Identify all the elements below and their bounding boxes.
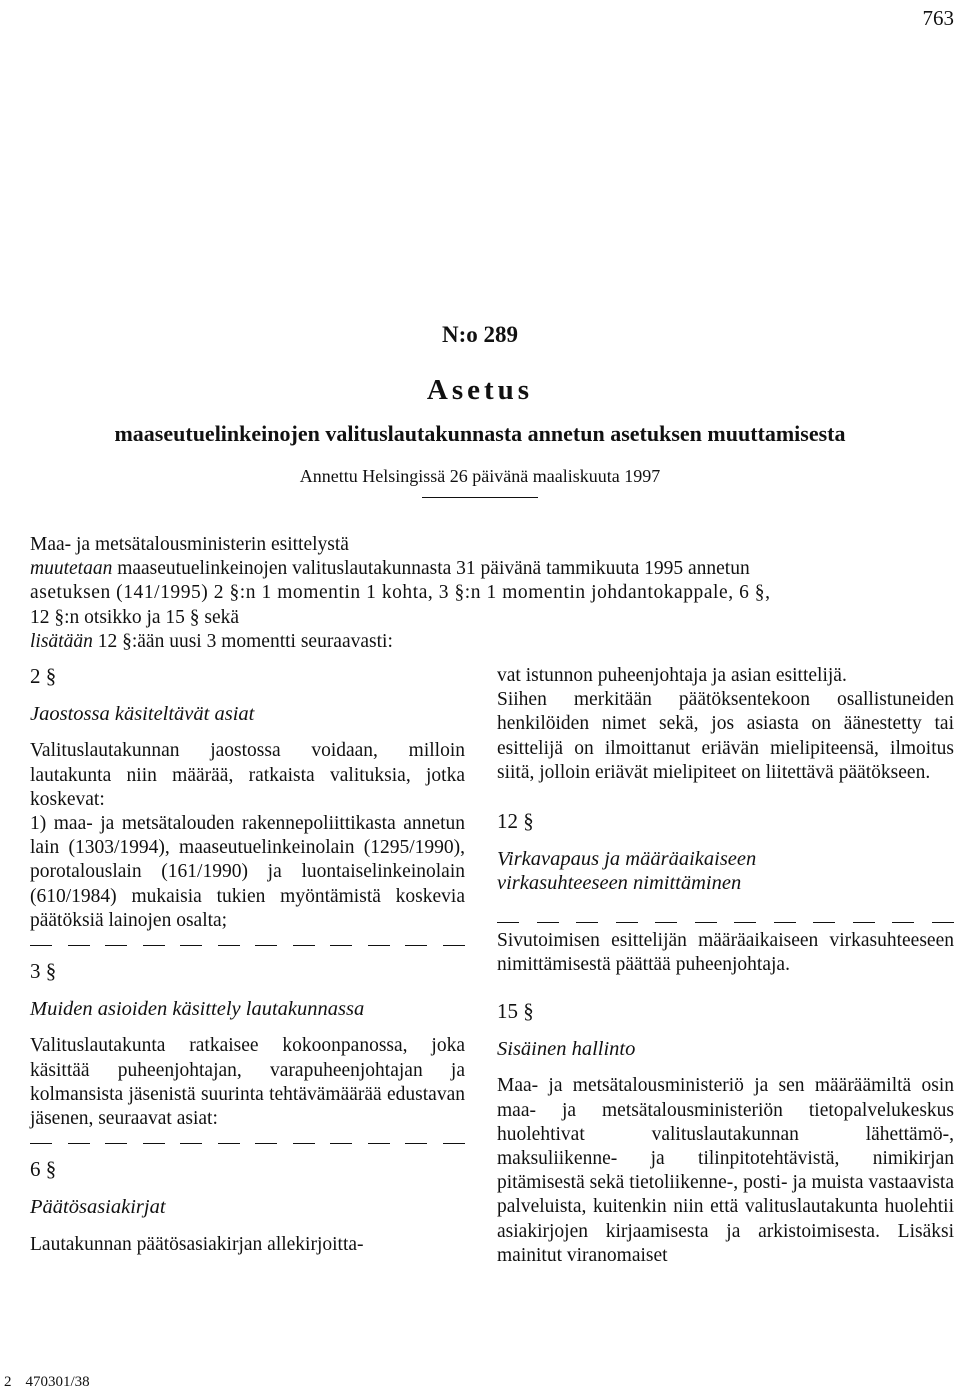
section-6-heading: 6 § xyxy=(30,1157,57,1182)
section-3-paragraph-1: Valituslautakunta ratkaisee kokoonpanossa, joka käsittää puheenjohtajan, varapuheenjohtajan ja kolmansista jäsenistä suurinta tehtävämäärää edustavan jäsenen, seuraavat asiat: xyxy=(30,1035,465,1130)
section-12-paragraph-3: Sivutoimisen esittelijän määräaikaiseen virkasuhteeseen nimittämisestä päättää puheenjohtaja. xyxy=(497,929,954,975)
intro-line-4: 12 §:n otsikko ja 15 § sekä xyxy=(30,606,240,628)
section-2-paragraph-1: Valituslautakunnan jaostossa voidaan, milloin lautakunta niin määrää, ratkaista valituksia, jotka koskevat: xyxy=(30,740,465,810)
given-line xyxy=(0,466,960,487)
given-line-text: Annettu Helsingissä 26 päivänä maaliskuuta 1997 xyxy=(299,466,661,486)
footer-sheet-number: 2 xyxy=(4,1374,12,1390)
statute-number: N:o 289 xyxy=(441,322,519,347)
intro-line-5 xyxy=(30,630,958,654)
section-2-paragraph-2: 1) maa- ja metsätalouden rakennepoliittikasta annetun lain (1303/1994), maaseutuelinkeinolain (1295/1990), porotalouslain (161/1990) ja luontaiselinkeinolain (610/1984) mukaisia tukien myöntämistä koskevia päätöksiä lainojen osalta; xyxy=(30,813,465,931)
section-6-continuation: vat istunnon puheenjohtaja ja asian esittelijä. xyxy=(497,665,847,686)
section-15-heading: 15 § xyxy=(497,999,534,1024)
page-number: 763 xyxy=(922,6,954,30)
section-2-title: Jaostossa käsiteltävät asiat xyxy=(30,703,255,726)
document-type: Asetus xyxy=(426,374,534,406)
print-footer xyxy=(4,1374,104,1391)
footer-print-code: 470301/38 xyxy=(25,1374,90,1390)
section-15-paragraph-1: Maa- ja metsätalousministeriö ja sen määräämiltä osin maa- ja metsätalousministeriön tietopalvelukeskus huolehtivat valituslautakunnan lähettämö-, maksuliikenne- ja tilinpitotehtävistä, nimikirjan pitämisestä sekä tietoliikenne-, posti- ja muista vastaavista palveluista, kuitenkin niin että valituslautakunta huolehtii asiakirjojen kirjaamisesta ja arkistoimisesta. Lisäksi mainitut viranomaiset xyxy=(497,1075,954,1266)
intro-verb-add: lisätään xyxy=(30,630,93,652)
section-2-heading: 2 § xyxy=(30,664,57,688)
intro-paragraph xyxy=(30,533,958,654)
omission-dashes xyxy=(497,910,954,923)
omission-dashes xyxy=(30,933,465,946)
section-3-title: Muiden asioiden käsittely lautakunnassa xyxy=(30,998,365,1021)
intro-line-2-text: maaseutuelinkeinojen valituslautakunnasta 31 päivänä tammikuuta 1995 annetun xyxy=(112,558,750,580)
intro-line-1: Maa- ja metsätalousministerin esittelystä xyxy=(30,534,349,555)
section-6-paragraph-2: Siihen merkitään päätöksentekoon osallistuneiden henkilöiden nimet sekä, jos asiasta on äänestetty tai esittelijä on ilmoittanut eriävän mielipiteensä, ilmoitus siitä, jolloin eriävät mielipiteet on liitettävä päätökseen. xyxy=(497,689,954,783)
intro-line-5-text: 12 §:ään uusi 3 momentti seuraavasti: xyxy=(92,630,393,652)
section-15-title: Sisäinen hallinto xyxy=(497,1038,636,1061)
intro-line-2 xyxy=(30,557,958,581)
section-12-heading: 12 § xyxy=(497,809,534,834)
document-title: maaseutuelinkeinojen valituslautakunnasta annetun asetuksen muuttamisesta xyxy=(114,421,846,446)
section-12-title-line-2: virkasuhteeseen nimittäminen xyxy=(497,872,742,895)
right-column xyxy=(497,664,954,1268)
intro-line-3: asetuksen (141/1995) 2 §:n 1 momentin 1 kohta, 3 §:n 1 momentin johdantokappale, 6 §, xyxy=(30,582,771,604)
section-3-heading: 3 § xyxy=(30,959,57,984)
omission-dashes xyxy=(30,1131,465,1144)
section-6-paragraph-1: Lautakunnan päätösasiakirjan allekirjoitta- xyxy=(30,1233,364,1255)
left-column xyxy=(30,664,465,1257)
section-6-title: Päätösasiakirjat xyxy=(30,1196,166,1219)
section-12-title-line-1: Virkavapaus ja määräaikaiseen xyxy=(497,848,757,871)
intro-verb-amend: muutetaan xyxy=(30,558,113,580)
title-divider xyxy=(422,497,538,498)
